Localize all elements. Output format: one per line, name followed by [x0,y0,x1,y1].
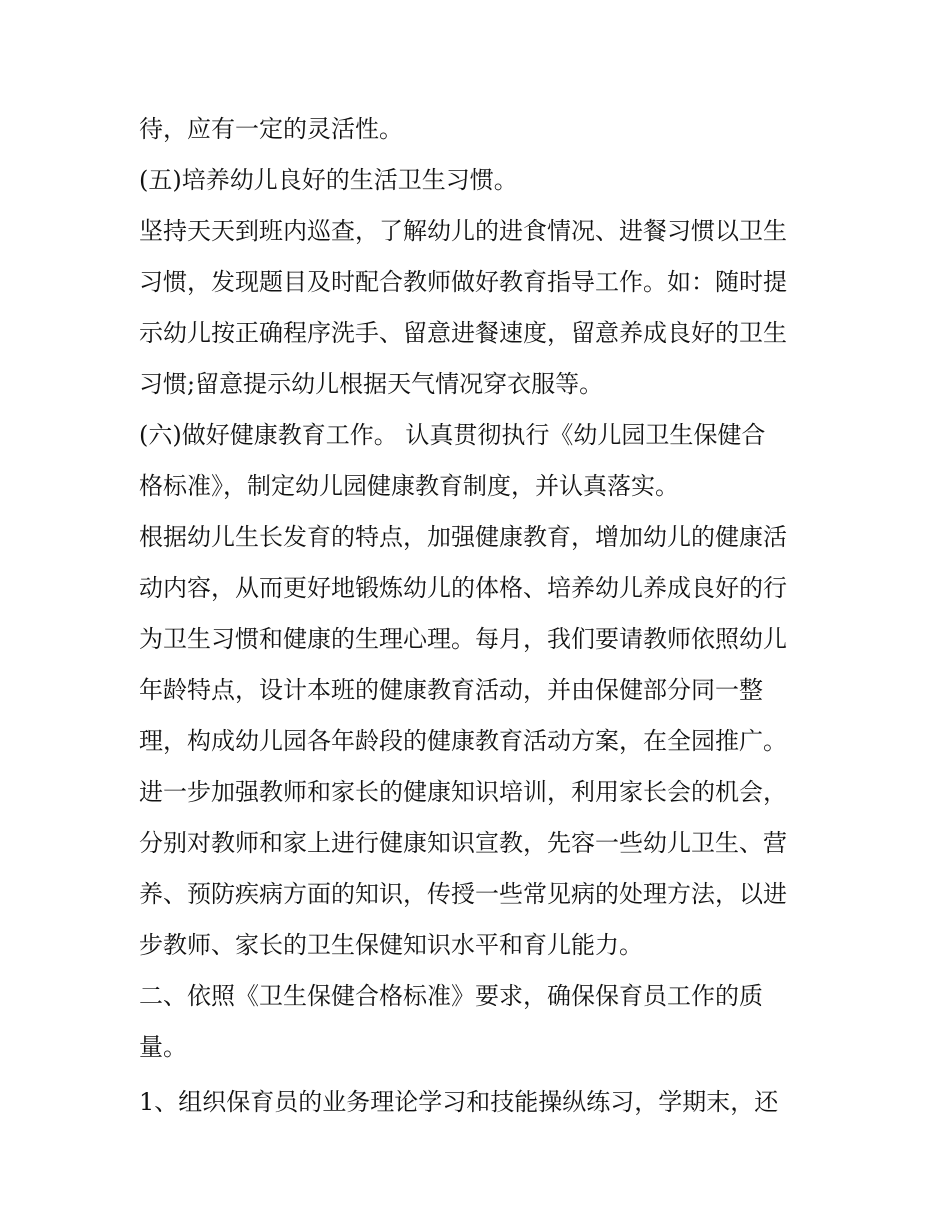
text-line: 格标准》，制定幼儿园健康教育制度，并认真落实。 [139,472,679,500]
section-heading: 二、依照《卫生保健合格标准》要求，确保保育员工作的质 [139,982,763,1010]
text-line: 待，应有一定的灵活性。 [139,115,403,143]
text-line: 习惯，发现题目及时配合教师做好教育指导工作。如：随时提 [139,268,787,296]
document-body [139,104,819,1128]
text-line: 进一步加强教师和家长的健康知识培训，利用家长会的机会， [139,778,787,806]
text-line: 理，构成幼儿园各年龄段的健康教育活动方案，在全园推广。 [139,727,787,755]
section-heading: (五)培养幼儿良好的生活卫生习惯。 [139,166,518,194]
text-line: 分别对教师和家上进行健康知识宣教，先容一些幼儿卫生、营 [139,829,787,857]
text-line: 量。 [139,1033,187,1061]
text-line: 习惯;留意提示幼儿根据天气情况穿衣服等。 [139,370,604,398]
text-line: 示幼儿按正确程序洗手、留意进餐速度，留意养成良好的卫生 [139,319,787,347]
section-heading: (六)做好健康教育工作。 认真贯彻执行《幼儿园卫生保健合 [139,421,766,449]
text-line: 年龄特点，设计本班的健康教育活动，并由保健部分同一整 [139,676,763,704]
text-line: 动内容，从而更好地锻炼幼儿的体格、培养幼儿养成良好的行 [139,574,787,602]
text-line: 步教师、家长的卫生保健知识水平和育儿能力。 [139,931,643,959]
text-line: 坚持天天到班内巡查，了解幼儿的进食情况、进餐习惯以卫生 [139,217,787,245]
list-item: 1、组织保育员的业务理论学习和技能操纵练习，学期末，还 [139,1088,779,1116]
text-line: 根据幼儿生长发育的特点，加强健康教育，增加幼儿的健康活 [139,523,787,551]
text-line: 为卫生习惯和健康的生理心理。每月，我们要请教师依照幼儿 [139,625,787,653]
text-line: 养、预防疾病方面的知识，传授一些常见病的处理方法，以进 [139,880,787,908]
